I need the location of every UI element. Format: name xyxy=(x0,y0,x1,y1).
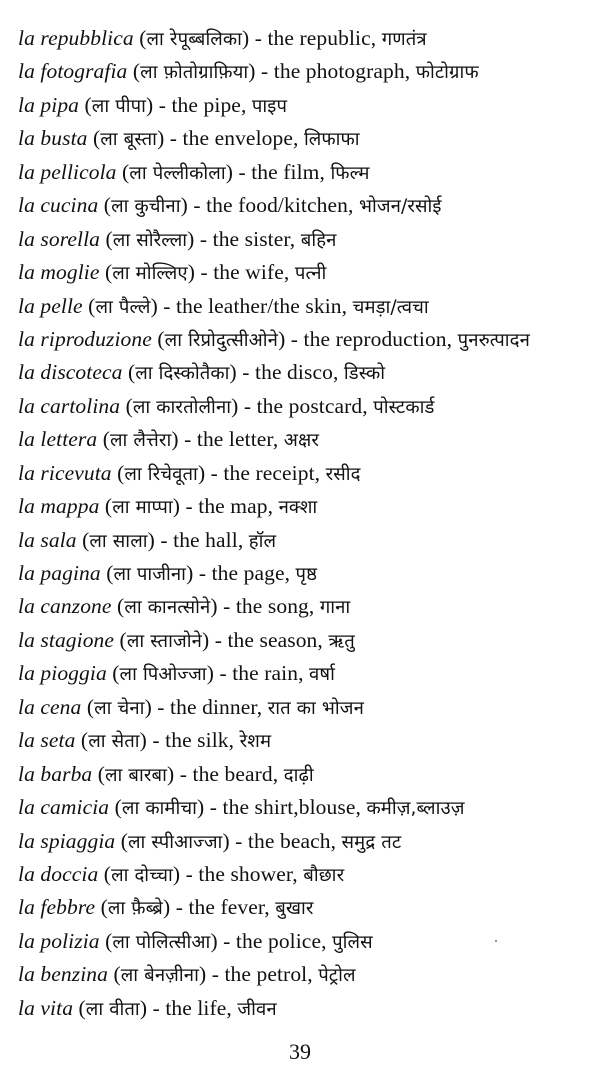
vocabulary-entry xyxy=(18,590,593,623)
open-paren: ( xyxy=(114,795,122,820)
english-meaning: the wife xyxy=(213,260,284,285)
italian-word: la cena xyxy=(18,694,82,719)
hindi-pronunciation: ला फ़ैब्ब्रे xyxy=(107,898,163,920)
italian-word: la pelle xyxy=(18,293,83,318)
english-meaning: the letter xyxy=(196,427,273,452)
separator-dash: - xyxy=(180,861,199,886)
open-paren: ( xyxy=(102,427,110,452)
open-paren: ( xyxy=(105,226,113,251)
separator-dash: - xyxy=(157,293,177,318)
comma: , xyxy=(307,962,319,987)
vocabulary-entry xyxy=(18,22,593,55)
hindi-meaning: गणतंत्र xyxy=(381,29,427,50)
english-meaning: the leather/the skin xyxy=(176,293,342,318)
separator-dash: - xyxy=(255,59,274,84)
close-paren: ) xyxy=(172,494,181,519)
hindi-pronunciation: ला कुचीना xyxy=(111,196,181,218)
hindi-meaning: चमड़ा/त्वचा xyxy=(352,296,429,318)
english-meaning: the beard xyxy=(192,761,273,786)
vocabulary-entry xyxy=(18,323,593,356)
hindi-pronunciation: ला दिस्कोतैका xyxy=(135,363,230,385)
separator-dash: - xyxy=(205,460,224,485)
hindi-pronunciation: ला लैत्तेरा xyxy=(109,430,172,452)
italian-word: la camicia xyxy=(18,795,110,820)
separator-dash: - xyxy=(174,761,193,786)
close-paren: ) xyxy=(172,861,181,886)
hindi-pronunciation: ला पेल्लीकोला xyxy=(129,162,226,184)
separator-dash: - xyxy=(195,260,214,285)
vocabulary-entry xyxy=(18,825,593,858)
close-paren: ) xyxy=(278,326,286,351)
hindi-pronunciation: ला स्ताजोने xyxy=(126,630,202,652)
vocabulary-entry xyxy=(18,657,593,690)
close-paren: ) xyxy=(144,694,152,719)
separator-dash: - xyxy=(164,126,183,151)
hindi-meaning: वर्षा xyxy=(309,664,335,686)
hindi-pronunciation: ला मोल्लिए xyxy=(112,263,188,285)
comma: , xyxy=(289,226,301,251)
comma: , xyxy=(446,326,458,351)
close-paren: ) xyxy=(187,226,195,251)
hindi-pronunciation: ला पिओज्जा xyxy=(119,664,207,686)
hindi-meaning: भोजन/रसोई xyxy=(358,196,442,218)
vocabulary-entry xyxy=(18,791,593,824)
vocabulary-entry xyxy=(18,423,593,456)
hindi-pronunciation: ला माप्पा xyxy=(112,497,173,519)
vocabulary-entry xyxy=(18,122,593,155)
close-paren: ) xyxy=(206,661,214,686)
hindi-pronunciation: ला स्पीआज्जा xyxy=(128,831,223,853)
separator-dash: - xyxy=(206,962,225,987)
close-paren: ) xyxy=(167,761,175,786)
vocabulary-entry xyxy=(18,858,593,891)
close-paren: ) xyxy=(229,360,237,385)
open-paren: ( xyxy=(113,962,121,987)
vocabulary-entry xyxy=(18,524,593,557)
vocabulary-entry xyxy=(18,891,593,924)
close-paren: ) xyxy=(187,260,196,285)
comma: , xyxy=(362,393,374,418)
italian-word: la discoteca xyxy=(18,360,123,385)
hindi-meaning: दाढ़ी xyxy=(283,764,314,786)
english-meaning: the film xyxy=(251,159,320,184)
hindi-meaning: जीवन xyxy=(237,998,277,1020)
italian-word: la spiaggia xyxy=(18,828,116,853)
vocabulary-entry xyxy=(18,624,593,657)
comma: , xyxy=(370,26,382,50)
italian-word: la riproduzione xyxy=(18,326,152,351)
italian-word: la mappa xyxy=(18,494,100,519)
hindi-meaning: फोटोग्राफ xyxy=(415,62,479,84)
separator-dash: - xyxy=(178,427,197,452)
separator-dash: - xyxy=(213,661,233,686)
ink-speck xyxy=(495,940,497,942)
hindi-meaning: रेशम xyxy=(239,731,272,753)
hindi-pronunciation: ला चेना xyxy=(94,697,145,719)
hindi-pronunciation: ला पैल्ले xyxy=(95,296,151,318)
close-paren: ) xyxy=(171,427,179,452)
hindi-meaning: पाइप xyxy=(251,95,288,117)
english-meaning: the pipe xyxy=(171,92,241,117)
separator-dash: - xyxy=(285,326,304,351)
vocabulary-entry xyxy=(18,290,593,323)
italian-word: la seta xyxy=(18,728,76,753)
hindi-meaning: फिल्म xyxy=(330,162,370,184)
separator-dash: - xyxy=(204,795,223,820)
separator-dash: - xyxy=(153,92,172,117)
separator-dash: - xyxy=(229,828,248,853)
english-meaning: the silk xyxy=(165,728,229,753)
open-paren: ( xyxy=(104,494,113,519)
hindi-meaning: बुखार xyxy=(275,898,314,920)
vocabulary-entry xyxy=(18,557,593,590)
comma: , xyxy=(284,561,296,585)
english-meaning: the petrol xyxy=(224,962,308,987)
italian-word: la doccia xyxy=(18,861,99,886)
english-meaning: the life xyxy=(165,995,227,1020)
hindi-meaning: रात का भोजन xyxy=(267,697,364,719)
hindi-meaning: रसीद xyxy=(325,463,361,485)
page-number: 39 xyxy=(289,1039,311,1064)
open-paren: ( xyxy=(112,661,120,686)
close-paren: ) xyxy=(225,159,233,184)
comma: , xyxy=(330,828,342,853)
hindi-meaning: कमीज़,ब्लाउज़ xyxy=(366,798,465,820)
vocabulary-entry xyxy=(18,156,593,189)
italian-word: la barba xyxy=(18,761,93,786)
close-paren: ) xyxy=(222,828,230,853)
vocabulary-entry xyxy=(18,55,593,88)
hindi-pronunciation: ला वीता xyxy=(85,998,140,1020)
vocabulary-list xyxy=(18,22,593,1025)
hindi-pronunciation: ला पीपा xyxy=(91,95,146,117)
vocabulary-entry xyxy=(18,925,593,958)
separator-dash: - xyxy=(232,159,252,184)
hindi-pronunciation: ला रेपूब्बलिका xyxy=(146,29,242,50)
hindi-pronunciation: ला पोलित्सीआ xyxy=(112,931,211,953)
close-paren: ) xyxy=(139,995,148,1020)
hindi-meaning: पोस्टकार्ड xyxy=(373,396,435,418)
english-meaning: the reproduction xyxy=(303,326,447,351)
english-meaning: the beach xyxy=(247,828,331,853)
hindi-pronunciation: ला कानत्सोने xyxy=(124,597,211,619)
close-paren: ) xyxy=(186,561,194,585)
hindi-pronunciation: ला बारबा xyxy=(105,764,168,786)
comma: , xyxy=(237,527,249,552)
comma: , xyxy=(272,427,284,452)
open-paren: ( xyxy=(100,895,108,920)
hindi-meaning: समुद्र तट xyxy=(341,831,402,853)
open-paren: ( xyxy=(82,527,90,552)
hindi-pronunciation: ला सेता xyxy=(88,731,140,753)
english-meaning: the sister xyxy=(212,226,290,251)
italian-word: la canzone xyxy=(18,594,112,619)
italian-word: la fotografia xyxy=(18,59,128,84)
hindi-meaning: पुलिस xyxy=(332,931,373,953)
english-meaning: the police xyxy=(235,928,322,953)
italian-word: la pipa xyxy=(18,92,80,117)
english-meaning: the fever xyxy=(188,895,265,920)
open-paren: ( xyxy=(106,561,114,585)
english-meaning: the envelope xyxy=(182,126,293,151)
comma: , xyxy=(319,159,331,184)
separator-dash: - xyxy=(146,728,166,753)
hindi-meaning: ऋतु xyxy=(328,630,355,652)
italian-word: la busta xyxy=(18,126,88,151)
separator-dash: - xyxy=(170,895,189,920)
open-paren: ( xyxy=(120,828,129,853)
hindi-meaning: डिस्को xyxy=(343,363,386,385)
english-meaning: the receipt xyxy=(223,460,315,485)
italian-word: la cartolina xyxy=(18,393,121,418)
vocabulary-entry xyxy=(18,89,593,122)
hindi-meaning: हॉल xyxy=(248,530,277,552)
vocabulary-entry xyxy=(18,490,593,523)
open-paren: ( xyxy=(86,694,95,719)
english-meaning: the photograph xyxy=(273,59,405,84)
open-paren: ( xyxy=(139,26,147,50)
english-meaning: the hall xyxy=(173,527,238,552)
hindi-pronunciation: ला साला xyxy=(89,530,148,552)
italian-word: la ricevuta xyxy=(18,460,112,485)
open-paren: ( xyxy=(117,460,125,485)
english-meaning: the shirt,blouse xyxy=(222,795,356,820)
close-paren: ) xyxy=(198,962,207,987)
open-paren: ( xyxy=(84,92,92,117)
separator-dash: - xyxy=(238,393,257,418)
italian-word: la febbre xyxy=(18,895,96,920)
close-paren: ) xyxy=(197,460,206,485)
close-paren: ) xyxy=(146,92,154,117)
comma: , xyxy=(321,928,333,953)
open-paren: ( xyxy=(78,995,86,1020)
hindi-meaning: पत्नी xyxy=(294,263,327,285)
hindi-pronunciation: ला पाजीना xyxy=(113,564,187,585)
separator-dash: - xyxy=(236,360,256,385)
open-paren: ( xyxy=(117,594,125,619)
vocabulary-entry xyxy=(18,724,593,757)
separator-dash: - xyxy=(187,193,207,218)
hindi-meaning: पेट्रोल xyxy=(318,965,356,987)
separator-dash: - xyxy=(194,226,213,251)
italian-word: la pellicola xyxy=(18,159,117,184)
close-paren: ) xyxy=(248,59,256,84)
italian-word: la sala xyxy=(18,527,77,552)
hindi-meaning: बहिन xyxy=(300,229,337,251)
hindi-pronunciation: ला रिप्रोदुत्सीओने xyxy=(164,329,279,351)
hindi-meaning: नक्शा xyxy=(278,497,318,519)
english-meaning: the postcard xyxy=(256,393,363,418)
italian-word: la pioggia xyxy=(18,661,107,686)
separator-dash: - xyxy=(249,26,268,50)
open-paren: ( xyxy=(122,159,130,184)
open-paren: ( xyxy=(119,627,127,652)
comma: , xyxy=(264,895,276,920)
comma: , xyxy=(256,694,268,719)
vocabulary-entry xyxy=(18,356,593,389)
hindi-meaning: लिफाफा xyxy=(303,129,360,151)
open-paren: ( xyxy=(105,928,113,953)
comma: , xyxy=(317,627,329,652)
close-paren: ) xyxy=(231,393,239,418)
english-meaning: the disco xyxy=(255,360,333,385)
hindi-pronunciation: ला बूस्ता xyxy=(100,129,158,151)
open-paren: ( xyxy=(105,260,113,285)
separator-dash: - xyxy=(180,494,199,519)
comma: , xyxy=(404,59,416,84)
separator-dash: - xyxy=(151,694,171,719)
italian-word: la benzina xyxy=(18,962,108,987)
comma: , xyxy=(226,995,238,1020)
close-paren: ) xyxy=(197,795,205,820)
open-paren: ( xyxy=(80,728,89,753)
english-meaning: the page xyxy=(211,561,285,585)
comma: , xyxy=(308,594,320,619)
comma: , xyxy=(267,494,279,519)
close-paren: ) xyxy=(201,627,210,652)
italian-word: la stagione xyxy=(18,627,115,652)
open-paren: ( xyxy=(97,761,106,786)
italian-word: la moglie xyxy=(18,260,100,285)
hindi-meaning: अक्षर xyxy=(283,430,320,452)
open-paren: ( xyxy=(132,59,141,84)
vocabulary-entry xyxy=(18,958,593,991)
hindi-pronunciation: ला सोरैल्ला xyxy=(112,229,188,251)
close-paren: ) xyxy=(210,928,218,953)
italian-word: la cucina xyxy=(18,193,99,218)
separator-dash: - xyxy=(217,594,236,619)
italian-word: la lettera xyxy=(18,427,98,452)
hindi-pronunciation: ला कामीचा xyxy=(121,798,198,820)
comma: , xyxy=(332,360,344,385)
hindi-pronunciation: ला रिचेवूता xyxy=(124,463,198,485)
open-paren: ( xyxy=(92,126,101,151)
close-paren: ) xyxy=(210,594,218,619)
comma: , xyxy=(272,761,284,786)
english-meaning: the dinner xyxy=(170,694,257,719)
comma: , xyxy=(298,661,310,686)
close-paren: ) xyxy=(139,728,147,753)
hindi-pronunciation: ला बेनज़ीना xyxy=(120,965,199,987)
hindi-pronunciation: ला कारतोलीना xyxy=(132,396,232,418)
close-paren: ) xyxy=(147,527,155,552)
hindi-meaning: पुनरुत्पादन xyxy=(457,329,530,351)
comma: , xyxy=(355,795,367,820)
italian-word: la vita xyxy=(18,995,74,1020)
italian-word: la pagina xyxy=(18,561,101,585)
vocabulary-entry xyxy=(18,189,593,222)
open-paren: ( xyxy=(88,293,96,318)
comma: , xyxy=(293,126,304,151)
separator-dash: - xyxy=(217,928,236,953)
separator-dash: - xyxy=(193,561,212,585)
vocabulary-entry xyxy=(18,223,593,256)
comma: , xyxy=(283,260,295,285)
hindi-meaning: गाना xyxy=(319,597,351,619)
english-meaning: the map xyxy=(198,494,268,519)
open-paren: ( xyxy=(157,326,165,351)
hindi-pronunciation: ला फ़ोतोग्राफ़िया xyxy=(140,62,249,84)
italian-word: la sorella xyxy=(18,226,101,251)
english-meaning: the republic xyxy=(267,26,371,50)
english-meaning: the rain xyxy=(232,661,299,686)
english-meaning: the shower xyxy=(198,861,293,886)
comma: , xyxy=(314,460,326,485)
separator-dash: - xyxy=(209,627,228,652)
close-paren: ) xyxy=(242,26,250,50)
comma: , xyxy=(347,193,359,218)
open-paren: ( xyxy=(103,193,112,218)
comma: , xyxy=(341,293,353,318)
separator-dash: - xyxy=(154,527,174,552)
italian-word: la polizia xyxy=(18,928,100,953)
english-meaning: the song xyxy=(235,594,309,619)
english-meaning: the season xyxy=(227,627,318,652)
comma: , xyxy=(228,728,240,753)
separator-dash: - xyxy=(147,995,166,1020)
vocabulary-entry xyxy=(18,992,593,1025)
comma: , xyxy=(292,861,304,886)
vocabulary-entry xyxy=(18,390,593,423)
hindi-meaning: बौछार xyxy=(303,864,345,886)
close-paren: ) xyxy=(150,293,158,318)
open-paren: ( xyxy=(125,393,133,418)
vocabulary-entry xyxy=(18,457,593,490)
comma: , xyxy=(240,92,252,117)
vocabulary-entry xyxy=(18,758,593,791)
english-meaning: the food/kitchen xyxy=(206,193,348,218)
close-paren: ) xyxy=(157,126,165,151)
open-paren: ( xyxy=(103,861,112,886)
vocabulary-entry xyxy=(18,256,593,289)
hindi-meaning: पृष्ठ xyxy=(295,564,318,585)
vocabulary-entry xyxy=(18,691,593,724)
close-paren: ) xyxy=(180,193,188,218)
italian-word: la repubblica xyxy=(18,26,134,50)
close-paren: ) xyxy=(162,895,171,920)
hindi-pronunciation: ला दोच्चा xyxy=(111,864,173,886)
open-paren: ( xyxy=(127,360,136,385)
